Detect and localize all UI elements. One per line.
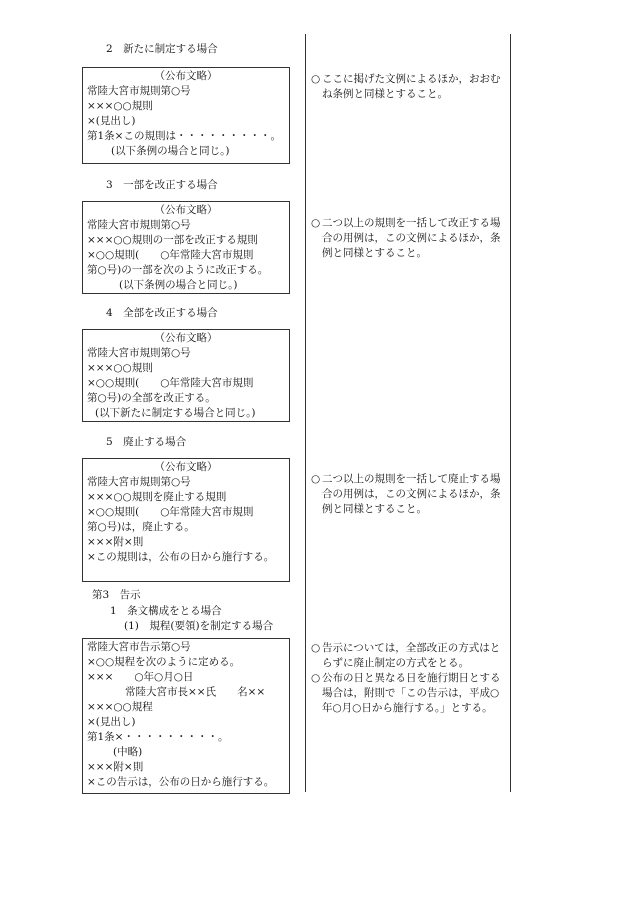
box-line: 第1条×・・・・・・・・・。 [87,731,229,743]
column-divider-right [510,34,511,792]
note-text: 二つ以上の規則を一括して改正する場合の用例は，この文例によるほか，条例と同様とすること。 [322,217,501,259]
box-line: 常陸大宮市規則第○号 [87,85,191,97]
circle-mark: ○ [311,473,321,485]
note-text: ここに掲げた文例によるほか，おおむね条例と同様とすること。 [322,73,501,100]
note-item [311,641,507,671]
box-line: 第○号)は，廃止する。 [87,521,195,533]
box-line: （公布文略） [154,70,218,82]
box-line: 常陸大宮市規則第○号 [87,476,191,488]
example-box-notification [82,638,290,794]
example-box-new-enactment [82,67,290,164]
box-line: ×この規則は，公布の日から施行する。 [87,551,275,563]
section-heading-partial-amendment: 3 一部を改正する場合 [106,179,218,191]
box-line: ×(見出し) [87,115,136,127]
box-line: ×○○規則( ○年常陸大宮市規則 [87,506,254,518]
note-notification [311,641,507,716]
box-line: （公布文略） [154,461,218,473]
section-heading-full-amendment: 4 全部を改正する場合 [106,307,218,319]
box-line: 常陸大宮市告示第○号 [87,641,191,653]
box-line: (中略) [113,746,143,758]
box-line: ×××附×則 [87,761,144,773]
note-text: 公布の日と異なる日を施行期日とする場合は，附則で「この告示は，平成○年○月○日から施行する。」とする。 [322,672,501,714]
note-partial-amendment [311,216,507,261]
example-box-full-amendment [82,329,290,422]
box-line: 第○号)の全部を改正する。 [87,392,216,404]
subheading-regulation-enactment: (1) 規程(要領)を制定する場合 [124,620,274,632]
note-text: 二つ以上の規則を一括して廃止する場合の用例は，この文例によるほか，条例と同様とすること。 [322,473,501,515]
box-line: (以下新たに制定する場合と同じ。) [95,407,256,419]
column-divider-middle [305,34,306,792]
section-heading-new-enactment: 2 新たに制定する場合 [106,43,218,55]
circle-mark: ○ [311,672,321,684]
box-line: ×××附×則 [87,536,144,548]
box-line: ×××○○規則 [87,362,153,374]
box-line: （公布文略） [154,332,218,344]
note-new-enactment [311,72,507,102]
box-line: ×○○規則( ○年常陸大宮市規則 [87,249,254,261]
box-line: ×××○○規則の一部を改正する規則 [87,234,258,246]
box-line: ×○○規則( ○年常陸大宮市規則 [87,377,254,389]
box-line: （公布文略） [154,204,218,216]
box-line: ×××○○規程 [87,701,153,713]
box-line: 第○号)の一部を次のように改正する。 [87,264,269,276]
circle-mark: ○ [311,217,321,229]
box-line: 常陸大宮市長××氏 名×× [125,686,266,698]
note-repeal [311,472,507,517]
box-line: 第1条×この規則は・・・・・・・・・。 [87,130,281,142]
example-box-partial-amendment [82,201,290,294]
note-item [311,472,507,517]
section-heading-repeal: 5 廃止する場合 [106,436,187,448]
box-line: ××× ○年○月○日 [87,671,194,683]
subheading-article-structure: 1 条文構成をとる場合 [110,605,222,617]
box-line: 常陸大宮市規則第○号 [87,219,191,231]
box-line: ×(見出し) [87,716,136,728]
circle-mark: ○ [311,73,321,85]
box-line: ×○○規程を次のように定める。 [87,656,241,668]
note-item [311,216,507,261]
chapter-heading-notification: 第3 告示 [92,589,141,601]
note-item [311,671,507,716]
box-line: ×この告示は，公布の日から施行する。 [87,776,275,788]
note-item [311,72,507,102]
box-line: (以下条例の場合と同じ。) [119,279,238,291]
box-line: (以下条例の場合と同じ。) [111,145,230,157]
note-text: 告示については，全部改正の方式はとらずに廃止制定の方式をとる。 [322,642,501,669]
example-box-repeal [82,458,290,582]
box-line: ×××○○規則を廃止する規則 [87,491,227,503]
box-line: 常陸大宮市規則第○号 [87,347,191,359]
circle-mark: ○ [311,642,321,654]
box-line: ×××○○規則 [87,100,153,112]
